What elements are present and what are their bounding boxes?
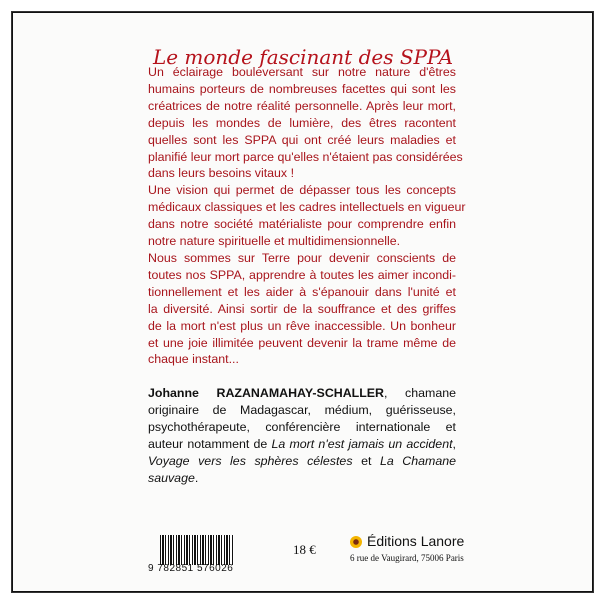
sep: , <box>452 436 456 451</box>
sunflower-logo-icon <box>350 536 362 548</box>
author-name: Johanne RAZANAMAHAY-SCHALLER <box>148 386 385 400</box>
sep: . <box>194 470 199 485</box>
isbn: 9 782851 576026 <box>148 563 234 574</box>
blurb-line: la diversité. Ainsi sortir de la souffrance et des griffes <box>148 301 456 316</box>
blurb-line: depuis les mondes de lumière, des êtres racontent <box>148 115 456 130</box>
blurb-line: de la mort n'est plus un rêve inaccessible. Un bonheur <box>148 318 456 333</box>
blurb-line: Un éclairage bouleversant sur notre nature d'êtres <box>148 65 456 79</box>
blurb-line: quelles sont les SPPA qui ont créé leurs maladies et <box>148 132 456 147</box>
blurb-line: chaque instant... <box>148 352 239 367</box>
publisher: Éditions Lanore <box>367 533 465 549</box>
blurb <box>148 64 466 368</box>
blurb-line: Une vision qui permet de dépasser tous les concepts <box>148 183 456 198</box>
book-3: La Chamane sauvage <box>148 453 457 485</box>
blurb-line: médicaux classiques et les cadres intellectuels en vigueur <box>148 200 466 215</box>
blurb-line: dans leurs besoins vitaux ! <box>148 166 295 181</box>
blurb-line: humains porteurs de nombreuses facettes qui sont les <box>148 81 456 96</box>
blurb-line: dans notre société matérialiste pour comprendre enfin <box>148 217 456 232</box>
barcode <box>160 535 234 565</box>
blurb-line: planifié leur mort parce qu'elles n'étaient pas considérées <box>148 149 463 164</box>
book-1: La mort n'est jamais un accident <box>271 436 453 451</box>
book-2: Voyage vers les sphères célestes <box>148 453 353 468</box>
book-title: Le monde fascinant des SPPA <box>152 45 454 69</box>
price: 18 € <box>293 542 316 557</box>
bio-text: , chamane originaire de Madagascar, médium, guérisseuse, psychothérapeute, conférencière internationale et auteur notamment de <box>148 386 456 451</box>
sep: et <box>352 453 380 468</box>
blurb-line: créatrices de notre réalité personnelle. Après leur mort, <box>148 98 456 113</box>
blurb-line: et une joie illimitée peuvent devenir la trame même de <box>148 335 456 350</box>
publisher-address: 6 rue de Vaugirard, 75006 Paris <box>350 553 464 563</box>
blurb-line: notre nature spirituelle et multidimensionnelle. <box>148 234 401 249</box>
blurb-line: toutes nos SPPA, apprendre à toutes les aimer incondi- <box>148 267 456 282</box>
blurb-line: tionnellement et les aider à s'épanouir dans l'unité et <box>148 284 456 299</box>
blurb-line: Nous sommes sur Terre pour devenir conscients de <box>148 250 456 265</box>
author-bio <box>148 385 456 486</box>
